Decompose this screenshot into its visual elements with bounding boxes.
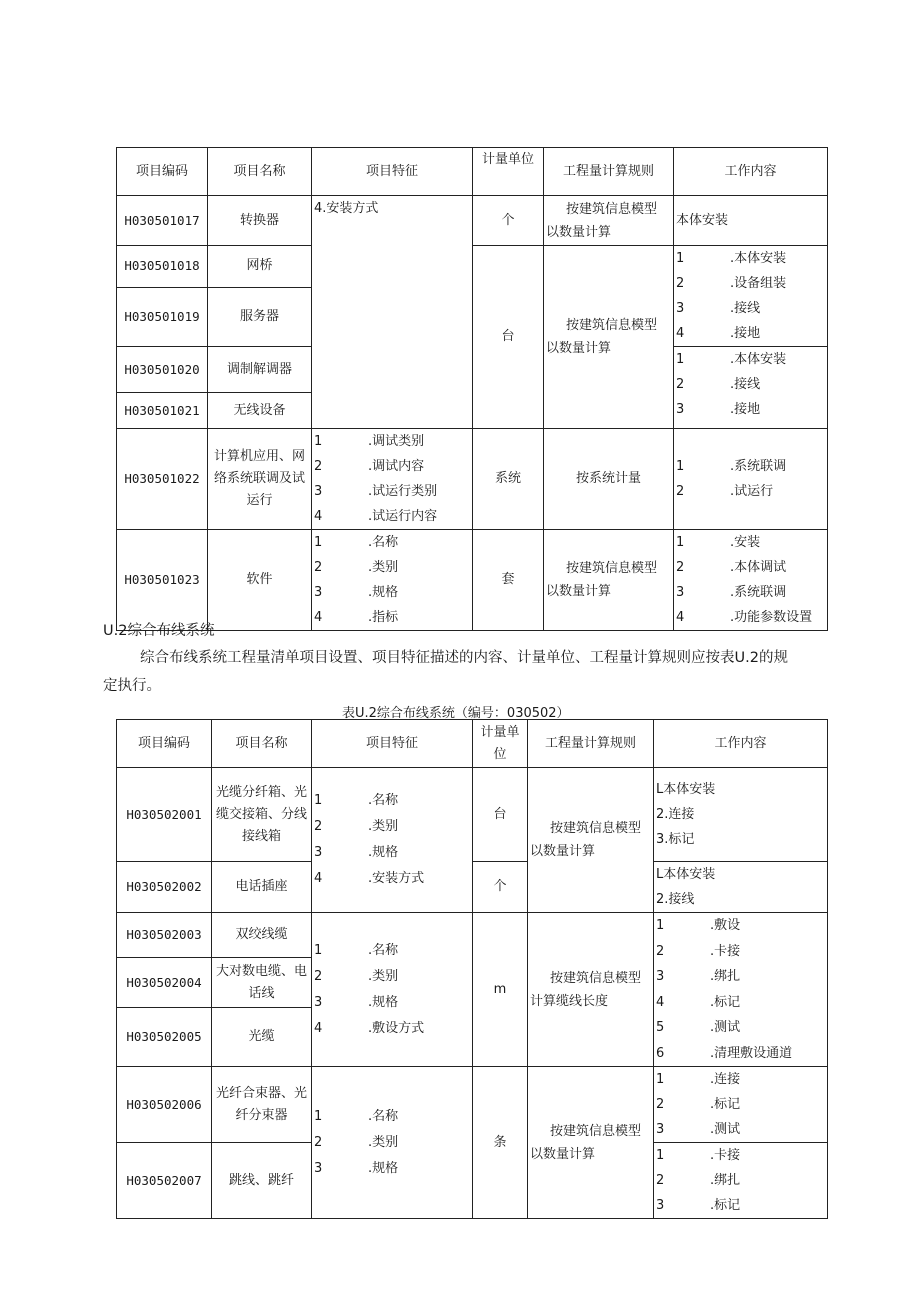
list-number: 4 (314, 1020, 323, 1036)
list-number: 3 (676, 402, 685, 417)
header-work: 工作内容 (674, 148, 828, 196)
list-text: .类别 (368, 560, 399, 575)
list-number: 5 (656, 1020, 665, 1035)
list-number: 3 (656, 1198, 665, 1213)
work-content-list (674, 429, 828, 530)
list-number: 2 (656, 1097, 665, 1112)
list-text: .绑扎 (710, 969, 741, 984)
list-item (674, 321, 827, 346)
list-number: 3 (314, 845, 323, 860)
list-item (312, 1016, 472, 1042)
list-number: 6 (656, 1045, 665, 1061)
list-text: .安装方式 (368, 871, 425, 886)
rule (544, 530, 674, 631)
item-code: H030502003 (117, 913, 212, 958)
rule-line: 以数量计算 (546, 224, 612, 240)
list-item: L本体安装 (656, 867, 716, 882)
list-item: 2.接线 (656, 892, 695, 907)
rule (528, 1067, 654, 1219)
list-item (312, 479, 472, 504)
list-number: 3 (676, 301, 685, 316)
list-text: .卡接 (710, 943, 741, 959)
list-text: .清理敷设通道 (710, 1045, 793, 1061)
list-item (674, 580, 827, 605)
list-item (312, 580, 472, 605)
feature-text: 4.安装方式 (314, 201, 379, 216)
list-item (654, 1143, 827, 1168)
list-text: .功能参数设置 (730, 610, 813, 625)
list-text: .类别 (368, 1134, 399, 1150)
list-item (312, 504, 472, 529)
list-text: .调试内容 (368, 459, 425, 474)
item-code: H030501020 (117, 347, 208, 393)
list-number: 2 (676, 560, 685, 575)
header-work: 工作内容 (654, 720, 828, 768)
work-content-list (674, 246, 828, 347)
list-item (312, 555, 472, 580)
list-text: .名称 (368, 535, 399, 550)
item-name: 跳线、跳纤 (212, 1143, 312, 1219)
rule-line: 计算缆线长度 (530, 993, 609, 1009)
list-text: .名称 (368, 793, 399, 808)
feature-list (312, 913, 473, 1067)
rule-line: 以数量计算 (530, 844, 596, 859)
item-code: H030501021 (117, 393, 208, 429)
header-rule: 工程量计算规则 (544, 148, 674, 196)
list-text: .规格 (368, 845, 399, 860)
list-number: 2 (314, 560, 323, 575)
header-code: 项目编码 (117, 720, 212, 768)
list-item (654, 1193, 827, 1218)
table-row (117, 913, 828, 958)
list-text: .测试 (710, 1020, 741, 1035)
list-text: .试运行 (730, 484, 774, 499)
work-content-list (654, 1143, 828, 1219)
list-text: .调试类别 (368, 434, 425, 449)
list-item (312, 814, 472, 840)
list-text: .卡接 (710, 1148, 741, 1163)
list-number: 3 (314, 1160, 323, 1176)
list-item (674, 246, 827, 271)
list-item (654, 964, 827, 990)
list-number: 3 (314, 484, 323, 499)
list-item (654, 1092, 827, 1117)
rule (544, 196, 674, 246)
list-number: 1 (314, 535, 323, 550)
item-code: H030502007 (117, 1143, 212, 1219)
header-unit: 计量单位 (473, 148, 544, 196)
list-number: 1 (656, 1072, 665, 1087)
work-content-list (674, 530, 828, 631)
list-item: 3.标记 (656, 832, 695, 847)
item-name: 光缆分纤箱、光缆交接箱、分线接线箱 (212, 768, 312, 862)
list-item (312, 938, 472, 964)
list-text: .本体安装 (730, 352, 787, 367)
list-text: .连接 (710, 1072, 741, 1087)
list-text: .试运行内容 (368, 509, 438, 524)
list-number: 3 (314, 585, 323, 600)
list-number: 2 (656, 943, 665, 959)
list-number: 2 (676, 484, 685, 499)
item-code: H030501017 (117, 196, 208, 246)
header-code: 项目编码 (117, 148, 208, 196)
list-item (674, 605, 827, 630)
rule-line: 以数量计算 (530, 1146, 596, 1162)
list-item (674, 397, 827, 422)
list-text: .敷设方式 (368, 1020, 425, 1036)
list-number: 1 (676, 352, 685, 367)
list-text: .系统联调 (730, 585, 787, 600)
list-item (654, 1067, 827, 1092)
table-row (117, 768, 828, 862)
list-number: 3 (656, 969, 665, 984)
rule: 按系统计量 (544, 429, 674, 530)
unit: 个 (473, 862, 528, 913)
list-text: .接地 (730, 402, 761, 417)
item-code: H030501018 (117, 246, 208, 288)
table-caption: 表U.2综合布线系统（编号：030502） (342, 706, 570, 721)
feature-list (312, 530, 473, 631)
item-name: 服务器 (208, 287, 312, 346)
item-name: 光缆 (212, 1008, 312, 1067)
feature-install (312, 196, 473, 429)
table-u2 (116, 719, 828, 1219)
list-item (312, 1104, 472, 1130)
list-text: .系统联调 (730, 459, 787, 474)
item-code: H030501019 (117, 287, 208, 346)
list-item (312, 840, 472, 866)
list-number: 4 (314, 871, 323, 886)
list-item (312, 530, 472, 555)
feature-list (312, 1067, 473, 1219)
list-item (312, 605, 472, 630)
table-row (117, 862, 828, 913)
rule (528, 768, 654, 913)
list-item (654, 939, 827, 965)
table-row (117, 429, 828, 530)
list-item (312, 1130, 472, 1156)
list-number: 1 (676, 251, 685, 266)
header-feature: 项目特征 (312, 720, 473, 768)
list-item (654, 913, 827, 939)
list-text: .规格 (368, 1160, 399, 1176)
rule-line: 以数量计算 (546, 584, 612, 599)
list-number: 1 (676, 535, 685, 550)
list-number: 2 (314, 1134, 323, 1150)
list-number: 1 (314, 1108, 323, 1124)
list-text: .接地 (730, 326, 761, 341)
list-number: 1 (676, 459, 685, 474)
list-number: 2 (676, 276, 685, 291)
item-name: 软件 (208, 530, 312, 631)
table-row (117, 196, 828, 246)
work-content-list (674, 347, 828, 429)
unit: 系统 (473, 429, 544, 530)
unit: 个 (473, 196, 544, 246)
list-item (312, 964, 472, 990)
list-number: 4 (676, 326, 685, 341)
table-row (117, 246, 828, 288)
list-text: .规格 (368, 585, 399, 600)
list-text: .规格 (368, 994, 399, 1010)
header-unit (473, 720, 528, 768)
list-text: .类别 (368, 819, 399, 834)
list-item (654, 990, 827, 1016)
list-item (312, 429, 472, 454)
item-name: 网桥 (208, 246, 312, 288)
list-number: 1 (314, 434, 323, 449)
list-text: .测试 (710, 1122, 741, 1137)
item-code: H030502006 (117, 1067, 212, 1143)
item-name: 电话插座 (212, 862, 312, 913)
rule-line: 以数量计算 (546, 341, 612, 356)
list-number: 3 (656, 1122, 665, 1137)
feature-list (312, 429, 473, 530)
list-number: 2 (314, 819, 323, 834)
list-item (674, 555, 827, 580)
list-text: .名称 (368, 1108, 399, 1124)
list-item (654, 1015, 827, 1041)
list-text: .绑扎 (710, 1173, 741, 1188)
work-content-list (654, 768, 828, 862)
rule-line: 按建筑信息模型 (550, 1123, 642, 1139)
item-name: 双绞线缆 (212, 913, 312, 958)
list-number: 1 (314, 942, 323, 958)
unit: 条 (473, 1067, 528, 1219)
list-text: .敷设 (710, 918, 741, 933)
header-unit-line: 位 (493, 746, 507, 762)
work-content-list (654, 913, 828, 1067)
list-number: 2 (676, 377, 685, 392)
item-code: H030501022 (117, 429, 208, 530)
work-content-list (654, 862, 828, 913)
list-item (654, 1041, 827, 1067)
list-text: .类别 (368, 968, 399, 984)
item-code: H030502004 (117, 957, 212, 1007)
item-name: 光纤合束器、光纤分束器 (212, 1067, 312, 1143)
list-number: 1 (656, 1148, 665, 1163)
list-text: .指标 (368, 610, 399, 625)
feature-list (312, 768, 473, 913)
list-item: L本体安装 (656, 782, 716, 797)
list-item (674, 530, 827, 555)
header-name: 项目名称 (212, 720, 312, 768)
list-number: 2 (314, 459, 323, 474)
section-paragraph-line2: 定执行。 (103, 678, 161, 694)
list-text: .安装 (730, 535, 761, 550)
list-item (312, 990, 472, 1016)
list-text: .接线 (730, 377, 761, 392)
list-number: 4 (656, 994, 665, 1010)
list-number: 2 (656, 1173, 665, 1188)
list-item (654, 1168, 827, 1193)
item-code: H030502005 (117, 1008, 212, 1067)
item-name: 大对数电缆、电话线 (212, 957, 312, 1007)
list-item (312, 866, 472, 892)
list-text: .标记 (710, 994, 741, 1010)
list-text: .设备组装 (730, 276, 787, 291)
unit: 台 (473, 768, 528, 862)
item-code: H030501023 (117, 530, 208, 631)
table-header-row (117, 720, 828, 768)
item-name: 计算机应用、网络系统联调及试运行 (208, 429, 312, 530)
table-row (117, 1067, 828, 1143)
item-code: H030502002 (117, 862, 212, 913)
list-number: 3 (676, 585, 685, 600)
rule-line: 按建筑信息模型 (550, 821, 642, 836)
list-number: 1 (314, 793, 323, 808)
list-number: 4 (676, 610, 685, 625)
item-code: H030502001 (117, 768, 212, 862)
rule (544, 246, 674, 429)
list-text: .本体安装 (730, 251, 787, 266)
rule-line: 按建筑信息模型 (566, 201, 658, 217)
list-text: .本体调试 (730, 560, 787, 575)
section-paragraph-line1: 综合布线系统工程量清单项目设置、项目特征描述的内容、计量单位、工程量计算规则应按表U.2的规 (140, 650, 788, 666)
list-text: .接线 (730, 301, 761, 316)
table-u1-continued (116, 147, 828, 631)
section-heading: U.2综合布线系统 (103, 623, 215, 639)
list-item (312, 788, 472, 814)
item-name: 调制解调器 (208, 347, 312, 393)
list-item: 2.连接 (656, 807, 695, 822)
list-number: 4 (314, 509, 323, 524)
list-item (312, 1156, 472, 1182)
unit: 套 (473, 530, 544, 631)
list-number: 3 (314, 994, 323, 1010)
header-unit-line: 计量单 (480, 724, 520, 740)
list-text: .名称 (368, 942, 399, 958)
list-item (654, 1117, 827, 1142)
rule-line: 按建筑信息模型 (550, 970, 642, 986)
header-name: 项目名称 (208, 148, 312, 196)
list-item (312, 454, 472, 479)
header-feature: 项目特征 (312, 148, 473, 196)
list-text: .标记 (710, 1097, 741, 1112)
header-rule: 工程量计算规则 (528, 720, 654, 768)
rule-line: 按建筑信息模型 (566, 318, 658, 333)
list-number: 4 (314, 610, 323, 625)
list-number: 2 (314, 968, 323, 984)
list-text: .试运行类别 (368, 484, 438, 499)
item-name: 无线设备 (208, 393, 312, 429)
unit: 台 (473, 246, 544, 429)
table-header-row (117, 148, 828, 196)
rule-line: 按建筑信息模型 (566, 561, 658, 576)
list-item (674, 296, 827, 321)
unit: m (473, 913, 528, 1067)
list-text: .标记 (710, 1198, 741, 1213)
list-item (674, 372, 827, 397)
list-item (674, 347, 827, 372)
table-row (117, 530, 828, 631)
item-name: 转换器 (208, 196, 312, 246)
list-item (674, 479, 827, 504)
list-item (674, 454, 827, 479)
list-number: 1 (656, 918, 665, 933)
work-content: 本体安装 (674, 196, 828, 246)
list-item (674, 271, 827, 296)
rule (528, 913, 654, 1067)
work-content-list (654, 1067, 828, 1143)
